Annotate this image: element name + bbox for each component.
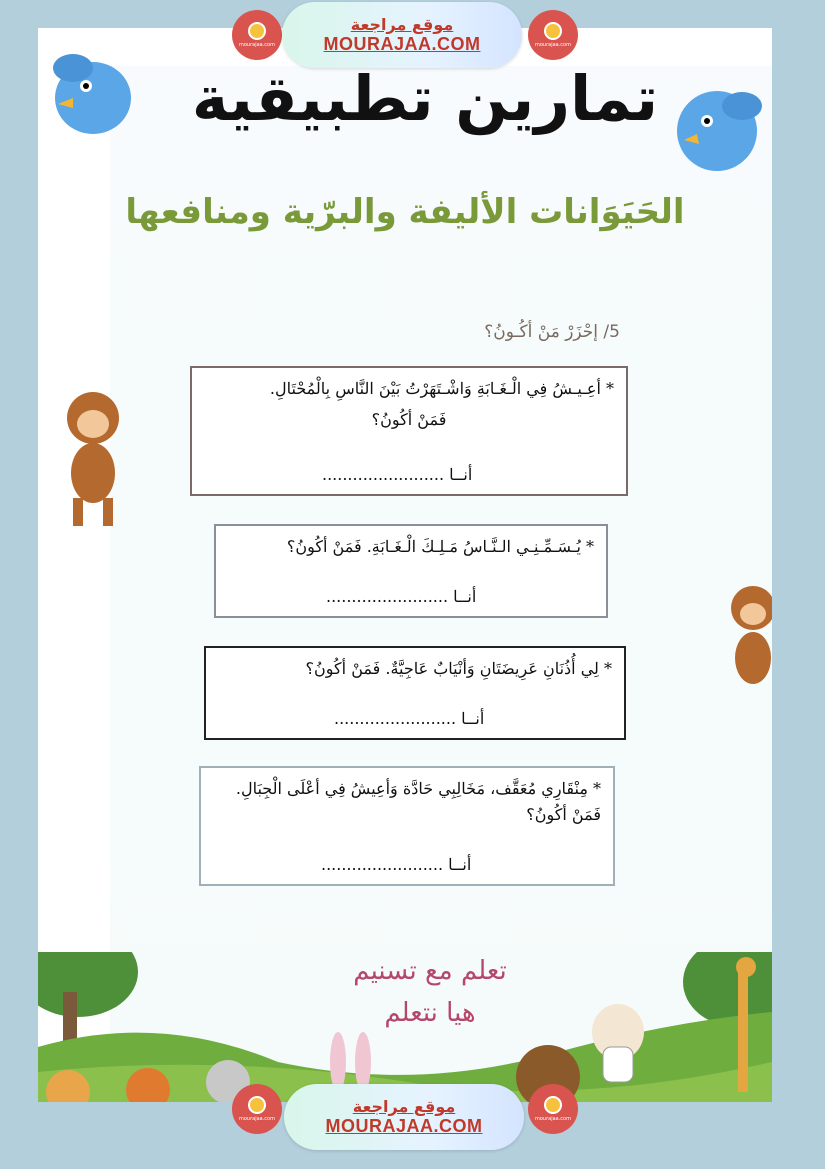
site-logo-icon: mourajaa.com (232, 1084, 282, 1134)
site-logo-icon: mourajaa.com (528, 10, 578, 60)
site-logo-icon: mourajaa.com (528, 1084, 578, 1134)
question-text: * لِي أُذُنَانِ عَرِيضَتَانِ وَأنْيَابٌ عَاجِيَّةٌ. فَمَنْ أكُونُ؟ (305, 659, 612, 678)
site-name-latin: MOURAJAA.COM (323, 34, 481, 54)
answer-line[interactable] (334, 709, 484, 728)
site-name-arabic: موقع مراجعة (350, 15, 454, 34)
answer-blank[interactable]: ........................ (322, 465, 445, 484)
question-box-4 (199, 766, 615, 886)
answer-line[interactable] (322, 465, 472, 484)
answer-line[interactable] (321, 855, 471, 874)
question-box-3 (204, 646, 626, 740)
blue-bird-illustration-left (38, 38, 148, 148)
question-follow: فَمَنْ أكُونُ؟ (371, 409, 447, 429)
worksheet-title: تمارين تطبيقية (191, 62, 659, 135)
footer-line-1: تعلم مع تسنيم (353, 956, 507, 986)
answer-prefix: أنــا (449, 465, 473, 484)
answer-blank[interactable]: ........................ (321, 855, 444, 874)
site-name-arabic: موقع مراجعة (352, 1097, 456, 1116)
question-text: * يُـسَـمِّـنِـي الـنَّـاسُ مَـلِـكَ الْـغَـابَةِ. فَمَنْ أكُونُ؟ (286, 537, 594, 556)
question-text: * أعِـيـشُ فِي الْـغَـابَةِ وَاشْـتَهَرْتُ بَيْنَ النَّاسِ بِالْمُحْتَالِ. (269, 379, 614, 398)
blue-bird-illustration-right (662, 66, 772, 186)
answer-blank[interactable]: ........................ (326, 587, 449, 606)
site-name-latin: MOURAJAA.COM (325, 1116, 483, 1136)
question-box-2 (214, 524, 608, 618)
question-text: * مِنْقَارِي مُعَقَّف، مَخَالِبِي حَادَّة وَأعِيشُ فِي أعْلَى الْجِبَالِ. فَمَنْ أكُونُ؟ (235, 779, 601, 824)
answer-line[interactable] (326, 587, 476, 606)
monkey-illustration-right (718, 568, 772, 698)
answer-prefix: أنــا (453, 587, 477, 606)
worksheet-subtitle: الحَيَوَانات الأليفة والبرّية ومنافعها (125, 192, 685, 232)
site-logo-icon: mourajaa.com (232, 10, 282, 60)
answer-prefix: أنــا (448, 855, 472, 874)
site-link-top[interactable] (282, 2, 522, 68)
question-box-1 (190, 366, 628, 496)
exercise-instruction: 5/ إحْزَرْ مَنْ أكُـونُ؟ (484, 322, 620, 342)
answer-prefix: أنــا (461, 709, 485, 728)
answer-blank[interactable]: ........................ (334, 709, 457, 728)
site-link-bottom[interactable] (284, 1084, 524, 1150)
monkey-illustration-left (48, 378, 138, 528)
footer-line-2: هيا نتعلم (384, 998, 476, 1028)
